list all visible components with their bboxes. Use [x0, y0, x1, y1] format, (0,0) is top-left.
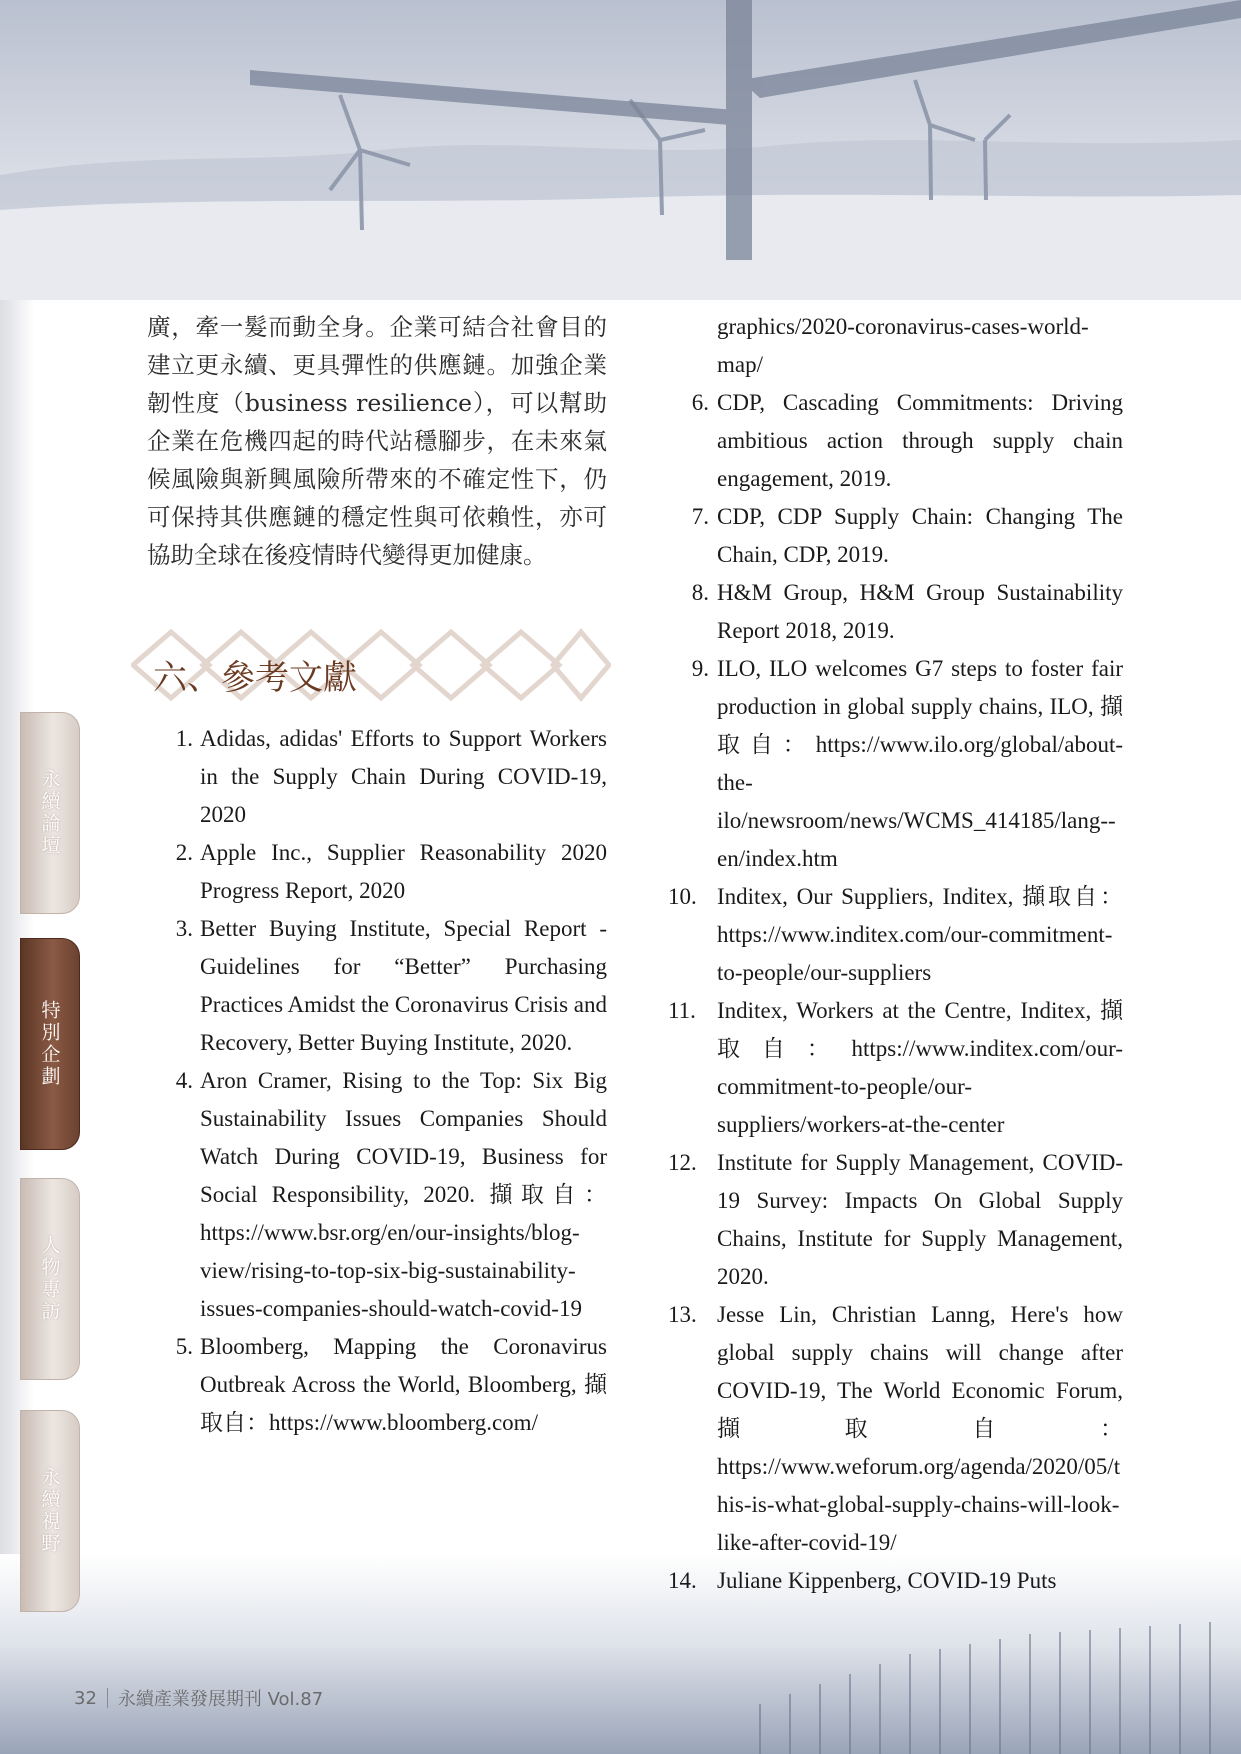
reference-text: Aron Cramer, Rising to the Top: Six Big Sustainability Issues Companies Should Watch During COVID-19, Business for Social Responsibility, 2020. 擷取自：https://www.bsr.org/en/our-insights/blog-view/rising-to-top-six-big-sustainability-issues-companies-should-watch-covid-19 — [200, 1068, 607, 1321]
reference-item — [675, 384, 1123, 498]
side-tab-label: 永續論壇 — [38, 769, 61, 857]
reference-text: Adidas, adidas' Efforts to Support Workers in the Supply Chain During COVID-19, 2020 — [200, 726, 607, 827]
reference-text: Inditex, Workers at the Centre, Inditex, 擷取自：https://www.inditex.com/our-commitment-to-people/our-suppliers/workers-at-the-center — [717, 998, 1123, 1137]
reference-text: H&M Group, H&M Group Sustainability Report 2018, 2019. — [717, 580, 1123, 643]
right-column — [668, 308, 1123, 1600]
reference-item — [668, 1296, 1123, 1562]
section-heading-block — [147, 622, 607, 708]
reference-text: Better Buying Institute, Special Report - Guidelines for “Better” Purchasing Practices Amidst the Coronavirus Crisis and Recovery, Better Buying Institute, 2020. — [200, 916, 607, 1055]
reference-text: ILO, ILO welcomes G7 steps to foster fair production in global supply chains, ILO, 擷取自：https://www.ilo.org/global/about-the-ilo/newsroom/news/WCMS_414185/lang--en/index.htm — [717, 656, 1123, 871]
reference-item — [147, 910, 607, 1062]
reference-list-right — [668, 384, 1123, 1600]
left-column — [147, 308, 607, 1442]
reference-item — [147, 1328, 607, 1442]
reference-text: Inditex, Our Suppliers, Inditex, 擷取自：https://www.inditex.com/our-commitment-to-people/our-suppliers — [717, 884, 1123, 985]
reference-item — [668, 992, 1123, 1144]
header-wind-turbine-image — [0, 0, 1241, 300]
side-tab-perspective[interactable] — [20, 1410, 80, 1612]
reference-item — [675, 498, 1123, 574]
reference-item — [147, 720, 607, 834]
reference-number: 10. — [668, 884, 697, 909]
section-heading: 六、參考文獻 — [153, 658, 357, 698]
reference-text: graphics/2020-coronavirus-cases-world-map/ — [717, 314, 1089, 377]
reference-number: 1. — [175, 726, 193, 751]
reference-list-left — [147, 720, 607, 1442]
side-tab-special-feature[interactable] — [20, 938, 80, 1150]
page-footer — [74, 1685, 323, 1711]
reference-number: 13. — [668, 1302, 697, 1327]
reference-number: 2. — [175, 840, 193, 865]
reference-item — [668, 1144, 1123, 1296]
reference-item — [147, 1062, 607, 1328]
side-tab-forum[interactable] — [20, 712, 80, 914]
reference-number: 7. — [691, 504, 709, 529]
reference-text: Jesse Lin, Christian Lanng, Here's how global supply chains will change after COVID-19, The World Economic Forum, 擷取自：https://www.weforum.org/agenda/2020/05/this-is-what-global-supply-chains-will-look-like-after-covid-19/ — [717, 1302, 1123, 1555]
reference-item — [675, 574, 1123, 650]
page-number: 32 — [74, 1687, 97, 1709]
side-tab-interview[interactable] — [20, 1178, 80, 1380]
side-tab-label: 特別企劃 — [38, 1000, 61, 1088]
reference-item — [147, 834, 607, 910]
reference-number: 8. — [691, 580, 709, 605]
reference-number: 11. — [668, 998, 696, 1023]
reference-continuation — [675, 308, 1123, 384]
reference-number: 6. — [691, 390, 709, 415]
publication-title: 永續產業發展期刊 Vol.87 — [117, 1689, 324, 1710]
reference-item — [668, 878, 1123, 992]
reference-text: CDP, CDP Supply Chain: Changing The Chain, CDP, 2019. — [717, 504, 1123, 567]
reference-text: Juliane Kippenberg, COVID-19 Puts — [717, 1568, 1057, 1593]
reference-text: Institute for Supply Management, COVID-19 Survey: Impacts On Global Supply Chains, Institute for Supply Management, 2020. — [717, 1150, 1123, 1289]
reference-text: Apple Inc., Supplier Reasonability 2020 Progress Report, 2020 — [200, 840, 607, 903]
reference-item — [668, 1562, 1123, 1600]
side-tab-label: 人物專訪 — [38, 1235, 61, 1323]
intro-paragraph: 廣，牽一髮而動全身。企業可結合社會目的建立更永續、更具彈性的供應鏈。加強企業韌性度（business resilience），可以幫助企業在危機四起的時代站穩腳步，在未來氣候風險與新興風險所帶來的不確定性下，仍可保持其供應鏈的穩定性與可依賴性，亦可協助全球在後疫情時代變得更加健康。 — [147, 313, 607, 569]
reference-number: 4. — [175, 1068, 193, 1093]
side-tab-label: 永續視野 — [38, 1467, 61, 1555]
reference-number: 12. — [668, 1150, 697, 1175]
reference-text: Bloomberg, Mapping the Coronavirus Outbreak Across the World, Bloomberg, 擷取自：https://www.bloomberg.com/ — [200, 1334, 607, 1435]
reference-number: 9. — [691, 656, 709, 681]
reference-number: 14. — [668, 1568, 697, 1593]
reference-number: 3. — [175, 916, 193, 941]
reference-number: 5. — [175, 1334, 193, 1359]
footer-divider — [107, 1688, 108, 1708]
reference-text: CDP, Cascading Commitments: Driving ambitious action through supply chain engagement, 2019. — [717, 390, 1123, 491]
reference-item — [675, 650, 1123, 878]
